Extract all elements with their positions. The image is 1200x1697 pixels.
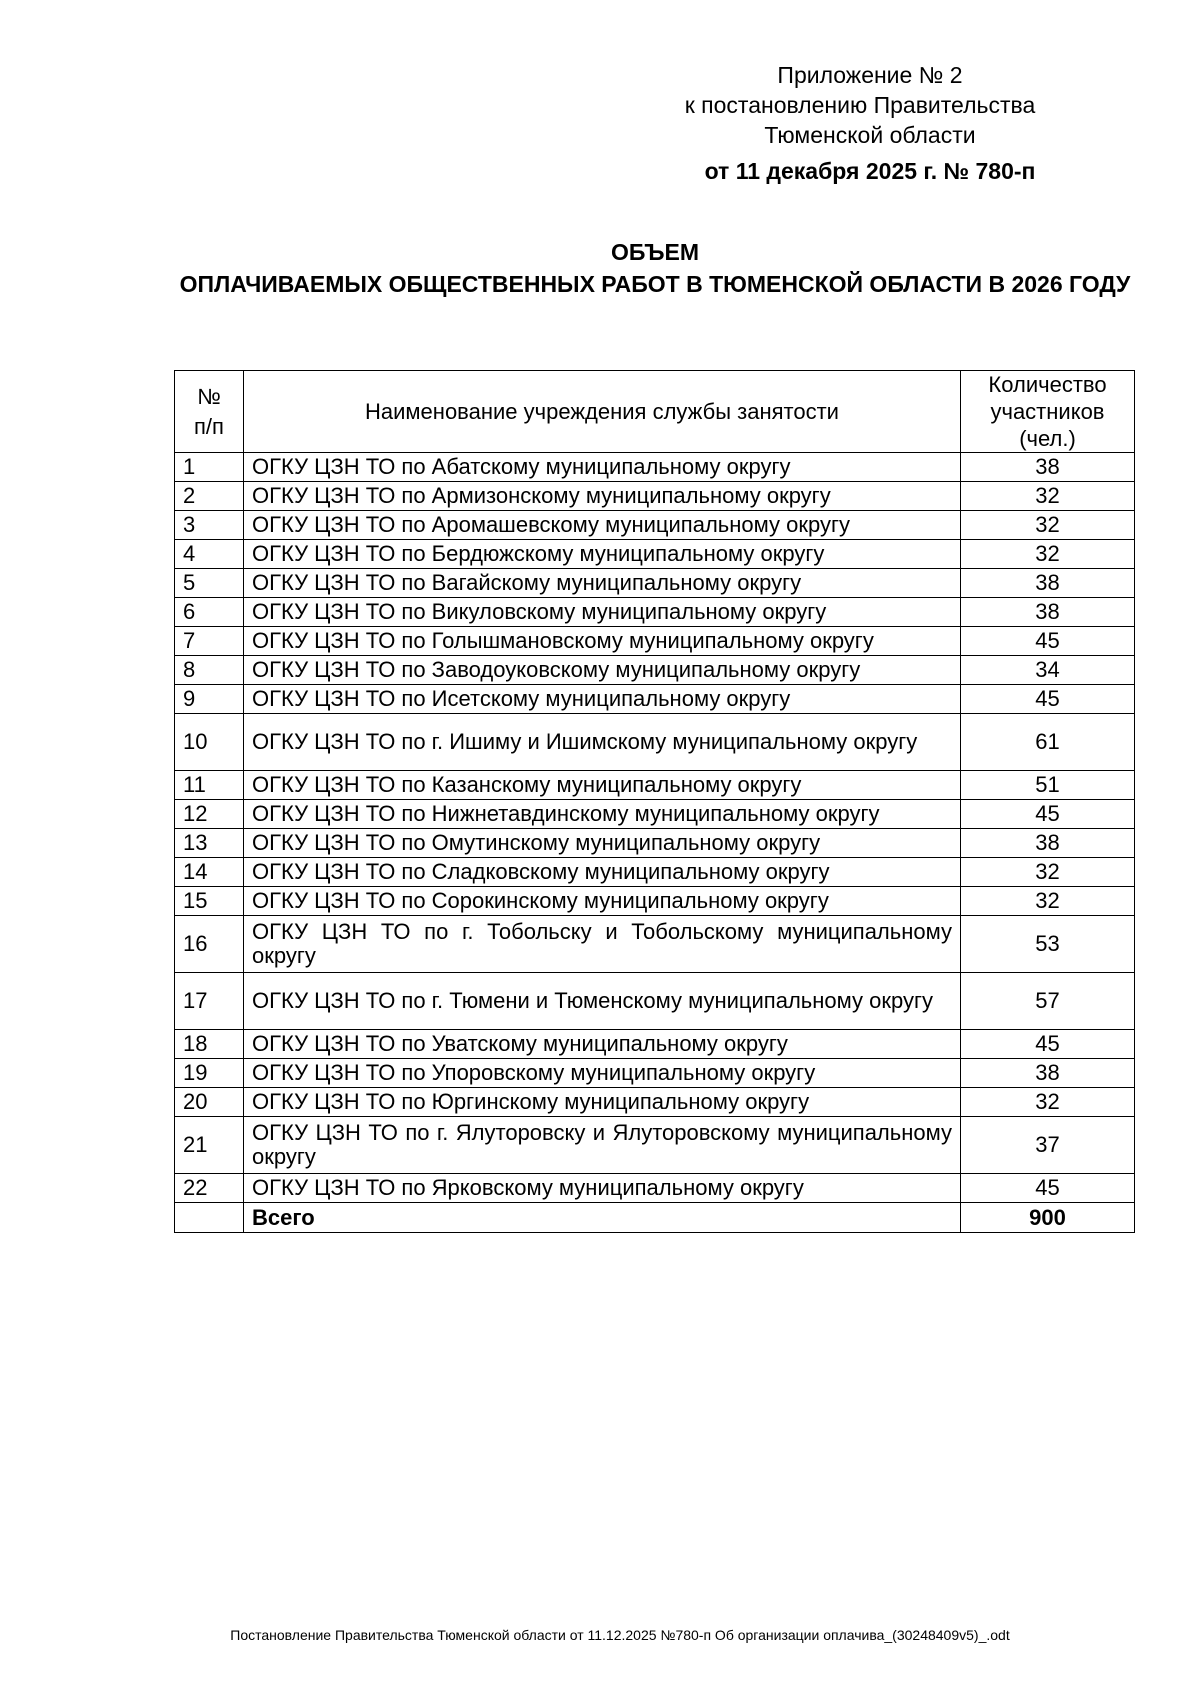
cell-name: ОГКУ ЦЗН ТО по Бердюжскому муниципальному округу	[244, 540, 961, 569]
cell-count: 38	[961, 569, 1135, 598]
cell-num: 6	[175, 598, 244, 627]
cell-name: ОГКУ ЦЗН ТО по Исетскому муниципальному округу	[244, 685, 961, 714]
cell-count: 32	[961, 540, 1135, 569]
table-row	[175, 656, 1135, 685]
cell-count: 38	[961, 453, 1135, 482]
cell-count: 61	[961, 714, 1135, 771]
cell-count: 37	[961, 1117, 1135, 1174]
table-row	[175, 829, 1135, 858]
appendix-header	[600, 60, 1120, 186]
cell-count: 32	[961, 482, 1135, 511]
cell-count: 32	[961, 858, 1135, 887]
cell-name: ОГКУ ЦЗН ТО по Армизонскому муниципальному округу	[244, 482, 961, 511]
header-num-line2: п/п	[194, 413, 224, 439]
table-row	[175, 627, 1135, 656]
table-body	[175, 453, 1135, 1233]
table-row	[175, 916, 1135, 973]
cell-num: 9	[175, 685, 244, 714]
cell-name: ОГКУ ЦЗН ТО по Голышмановскому муниципальному округу	[244, 627, 961, 656]
cell-num: 20	[175, 1088, 244, 1117]
cell-name: ОГКУ ЦЗН ТО по Аромашевскому муниципальному округу	[244, 511, 961, 540]
cell-num: 14	[175, 858, 244, 887]
cell-name: ОГКУ ЦЗН ТО по Заводоуковскому муниципальному округу	[244, 656, 961, 685]
total-empty-cell	[175, 1203, 244, 1233]
cell-num: 2	[175, 482, 244, 511]
cell-count: 45	[961, 1030, 1135, 1059]
cell-name: ОГКУ ЦЗН ТО по г. Ялуторовску и Ялуторовскому муниципальному округу	[244, 1117, 961, 1174]
appendix-number: Приложение № 2	[777, 62, 963, 88]
cell-count: 45	[961, 627, 1135, 656]
table-row	[175, 511, 1135, 540]
cell-name: ОГКУ ЦЗН ТО по г. Тобольску и Тобольскому муниципальному округу	[244, 916, 961, 973]
title-line-1: ОБЪЕМ	[610, 239, 700, 265]
cell-name: ОГКУ ЦЗН ТО по Уватскому муниципальному округу	[244, 1030, 961, 1059]
cell-count: 38	[961, 829, 1135, 858]
cell-name: ОГКУ ЦЗН ТО по г. Тюмени и Тюменскому муниципальному округу	[244, 973, 961, 1030]
cell-count: 38	[961, 598, 1135, 627]
cell-num: 22	[175, 1174, 244, 1203]
cell-num: 13	[175, 829, 244, 858]
cell-name: ОГКУ ЦЗН ТО по Ярковскому муниципальному округу	[244, 1174, 961, 1203]
table-row	[175, 1059, 1135, 1088]
table-row	[175, 598, 1135, 627]
table-row	[175, 800, 1135, 829]
cell-num: 19	[175, 1059, 244, 1088]
table-row	[175, 1117, 1135, 1174]
cell-name: ОГКУ ЦЗН ТО по Нижнетавдинскому муниципальному округу	[244, 800, 961, 829]
cell-name: ОГКУ ЦЗН ТО по Сорокинскому муниципальному округу	[244, 887, 961, 916]
cell-count: 34	[961, 656, 1135, 685]
table-row	[175, 1088, 1135, 1117]
header-count-line3: (чел.)	[1019, 426, 1076, 451]
table-row	[175, 1174, 1135, 1203]
table-row	[175, 858, 1135, 887]
cell-num: 7	[175, 627, 244, 656]
cell-num: 8	[175, 656, 244, 685]
table-row	[175, 453, 1135, 482]
title-line-2: ОПЛАЧИВАЕМЫХ ОБЩЕСТВЕННЫХ РАБОТ В ТЮМЕНСКОЙ ОБЛАСТИ В 2026 ГОДУ	[179, 271, 1131, 297]
cell-count: 32	[961, 511, 1135, 540]
cell-count: 51	[961, 771, 1135, 800]
cell-name: ОГКУ ЦЗН ТО по Омутинскому муниципальному округу	[244, 829, 961, 858]
header-num	[175, 371, 244, 453]
table-row	[175, 685, 1135, 714]
table-row	[175, 714, 1135, 771]
cell-name: ОГКУ ЦЗН ТО по Казанскому муниципальному округу	[244, 771, 961, 800]
cell-num: 11	[175, 771, 244, 800]
document-footer: Постановление Правительства Тюменской области от 11.12.2025 №780-п Об организации оплачива_(30248409v5)_.odt	[230, 1627, 1010, 1643]
cell-num: 4	[175, 540, 244, 569]
cell-num: 15	[175, 887, 244, 916]
table-row	[175, 569, 1135, 598]
cell-num: 16	[175, 916, 244, 973]
cell-count: 32	[961, 1088, 1135, 1117]
cell-name: ОГКУ ЦЗН ТО по Викуловскому муниципальному округу	[244, 598, 961, 627]
cell-count: 38	[961, 1059, 1135, 1088]
header-count-line2: участников	[990, 399, 1105, 424]
cell-name: ОГКУ ЦЗН ТО по Вагайскому муниципальному округу	[244, 569, 961, 598]
cell-name: ОГКУ ЦЗН ТО по Сладковскому муниципальному округу	[244, 858, 961, 887]
cell-num: 18	[175, 1030, 244, 1059]
total-count: 900	[961, 1203, 1135, 1233]
header-name: Наименование учреждения службы занятости	[244, 371, 961, 453]
cell-num: 1	[175, 453, 244, 482]
cell-count: 57	[961, 973, 1135, 1030]
table-header-row	[175, 371, 1135, 453]
appendix-region: Тюменской области	[764, 122, 976, 148]
cell-num: 10	[175, 714, 244, 771]
cell-count: 45	[961, 1174, 1135, 1203]
table-row	[175, 482, 1135, 511]
cell-num: 17	[175, 973, 244, 1030]
cell-num: 3	[175, 511, 244, 540]
cell-name: ОГКУ ЦЗН ТО по Упоровскому муниципальному округу	[244, 1059, 961, 1088]
cell-name: ОГКУ ЦЗН ТО по г. Ишиму и Ишимскому муниципальному округу	[244, 714, 961, 771]
table-row	[175, 540, 1135, 569]
header-count	[961, 371, 1135, 453]
header-count-line1: Количество	[988, 372, 1107, 397]
cell-count: 53	[961, 916, 1135, 973]
cell-num: 5	[175, 569, 244, 598]
cell-count: 45	[961, 800, 1135, 829]
total-row	[175, 1203, 1135, 1233]
header-num-line1: №	[197, 383, 221, 409]
cell-count: 45	[961, 685, 1135, 714]
table-row	[175, 771, 1135, 800]
appendix-reference: к постановлению Правительства	[684, 92, 1036, 118]
table-row	[175, 973, 1135, 1030]
appendix-date: от 11 декабря 2025 г. № 780-п	[704, 158, 1036, 184]
document-title	[175, 236, 1135, 300]
cell-name: ОГКУ ЦЗН ТО по Юргинскому муниципальному округу	[244, 1088, 961, 1117]
cell-count: 32	[961, 887, 1135, 916]
cell-num: 12	[175, 800, 244, 829]
table-row	[175, 1030, 1135, 1059]
table-row	[175, 887, 1135, 916]
cell-name: ОГКУ ЦЗН ТО по Абатскому муниципальному округу	[244, 453, 961, 482]
total-label: Всего	[244, 1203, 961, 1233]
cell-num: 21	[175, 1117, 244, 1174]
volume-table	[174, 370, 1135, 1233]
